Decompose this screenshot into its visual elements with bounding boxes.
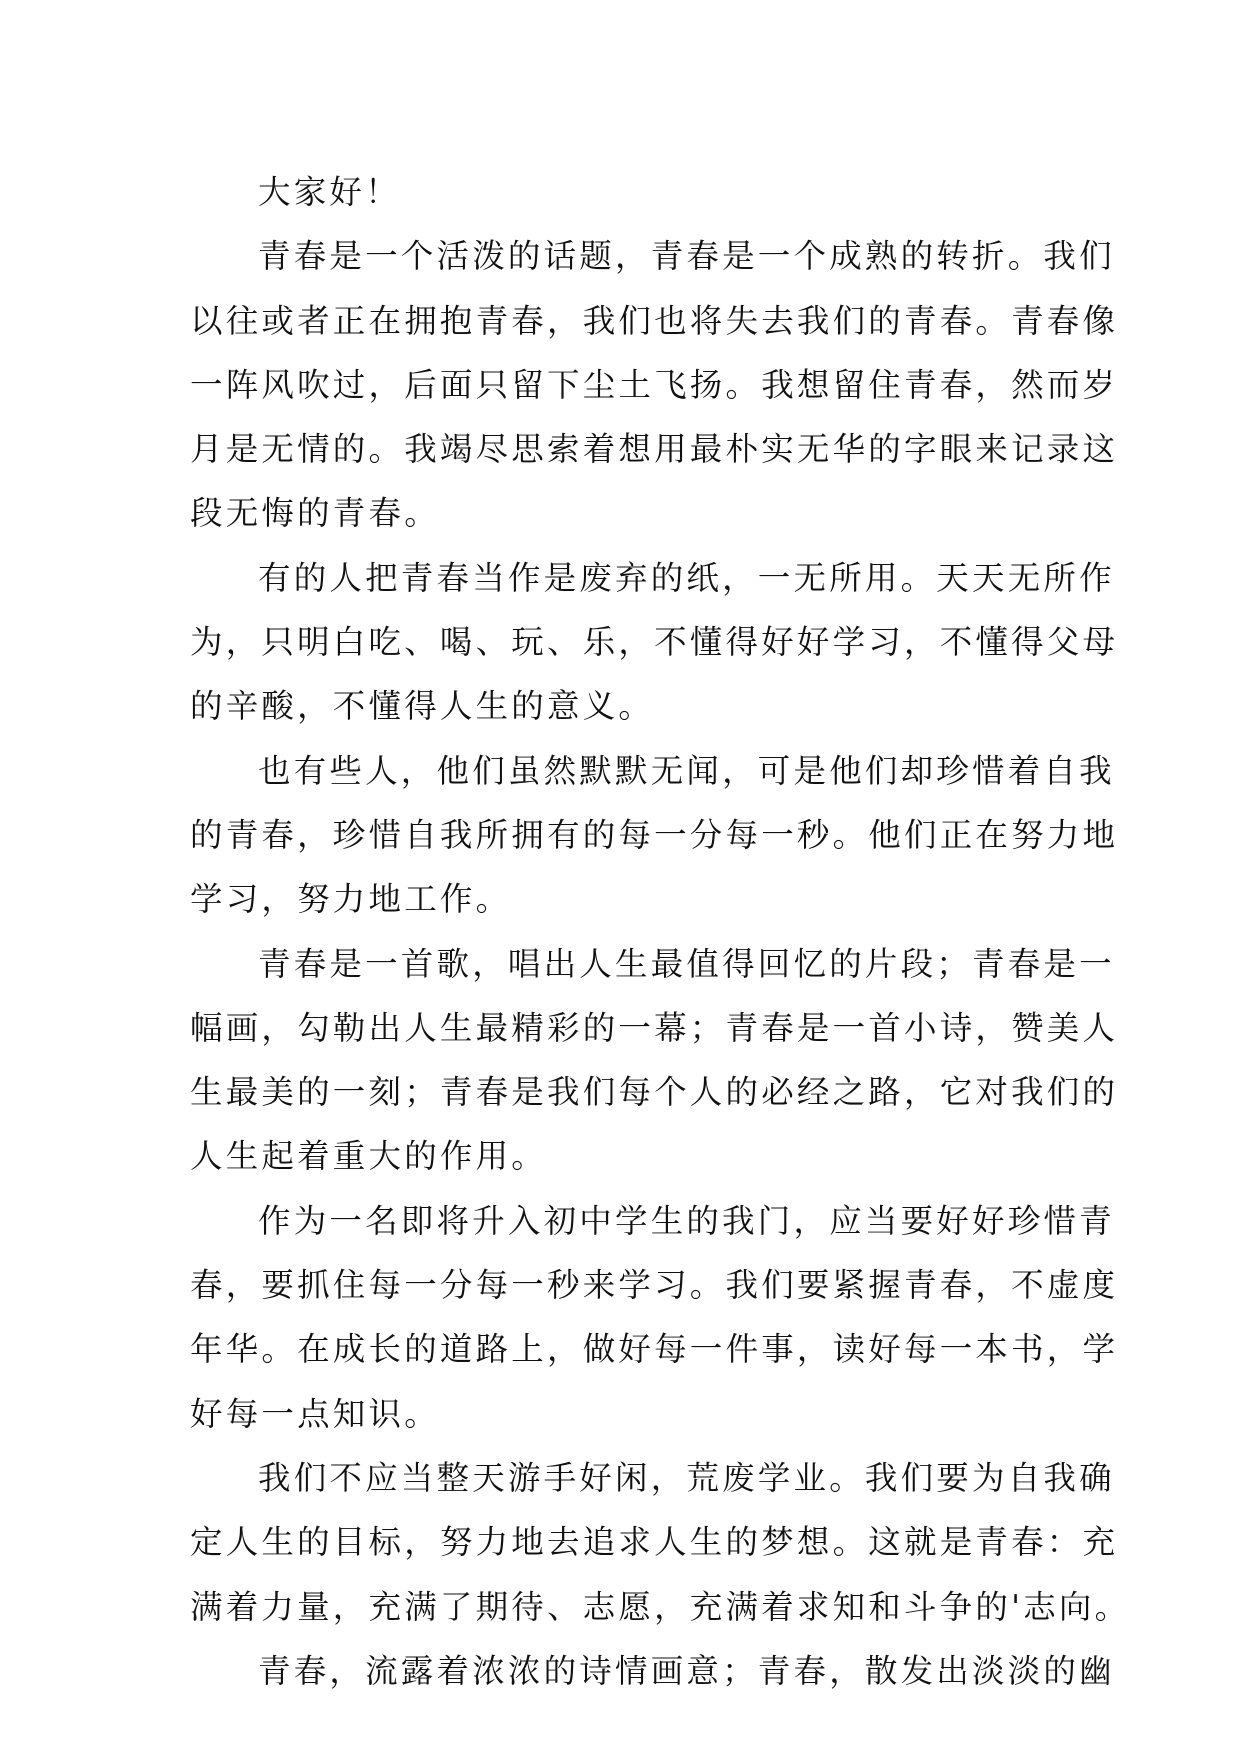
text-line: 生最美的一刻；青春是我们每个人的必经之路，它对我们的: [190, 1073, 1119, 1112]
text-line: 学习，努力地工作。: [190, 880, 512, 919]
text-line: 的青春，珍惜自我所拥有的每一分每一秒。他们正在努力地: [190, 815, 1119, 854]
text-line: 作为一名即将升入初中学生的我门，应当要好好珍惜青: [258, 1201, 1115, 1240]
text-line: 幅画，勾勒出人生最精彩的一幕；青春是一首小诗，赞美人: [190, 1008, 1119, 1047]
text-line: 青春是一个活泼的话题，青春是一个成熟的转折。我们: [258, 237, 1115, 276]
text-line: 青春，流露着浓浓的诗情画意；青春，散发出淡淡的幽: [258, 1651, 1115, 1690]
paragraph-greeting: [190, 160, 1070, 224]
text-line: 满着力量，充满了期待、志愿，充满着求知和斗争的'志向。: [190, 1587, 1131, 1626]
paragraph: [190, 546, 1119, 739]
text-line: 一阵风吹过，后面只留下尘土飞扬。我想留住青春，然而岁: [190, 365, 1119, 404]
paragraph: [190, 1639, 1115, 1703]
text-line: 年华。在成长的道路上，做好每一件事，读好每一本书，学: [190, 1330, 1119, 1369]
text-line: 段无悔的青春。: [190, 494, 440, 533]
paragraph: [190, 739, 1119, 932]
text-line: 有的人把青春当作是废弃的纸，一无所用。天天无所作: [258, 558, 1115, 597]
text-line: 为，只明白吃、喝、玩、乐，不懂得好好学习，不懂得父母: [190, 623, 1119, 662]
text-line: 大家好！: [258, 173, 401, 211]
paragraph: [190, 224, 1119, 545]
text-line: 定人生的目标，努力地去追求人生的梦想。这就是青春：充: [190, 1523, 1119, 1562]
paragraph: [190, 1189, 1119, 1446]
document-body: [190, 160, 1131, 1703]
text-line: 春，要抓住每一分每一秒来学习。我们要紧握青春，不虚度: [190, 1266, 1119, 1305]
text-line: 人生起着重大的作用。: [190, 1137, 548, 1176]
text-line: 也有些人，他们虽然默默无闻，可是他们却珍惜着自我: [258, 751, 1115, 790]
text-line: 我们不应当整天游手好闲，荒废学业。我们要为自我确: [258, 1458, 1115, 1497]
paragraph: [190, 1446, 1131, 1639]
text-line: 的辛酸，不懂得人生的意义。: [190, 687, 655, 726]
text-line: 以往或者正在拥抱青春，我们也将失去我们的青春。青春像: [190, 301, 1119, 340]
text-line: 月是无情的。我竭尽思索着想用最朴实无华的字眼来记录这: [190, 430, 1119, 469]
paragraph: [190, 932, 1119, 1189]
text-line: 青春是一首歌，唱出人生最值得回忆的片段；青春是一: [258, 944, 1115, 983]
text-line: 好每一点知识。: [190, 1394, 440, 1433]
